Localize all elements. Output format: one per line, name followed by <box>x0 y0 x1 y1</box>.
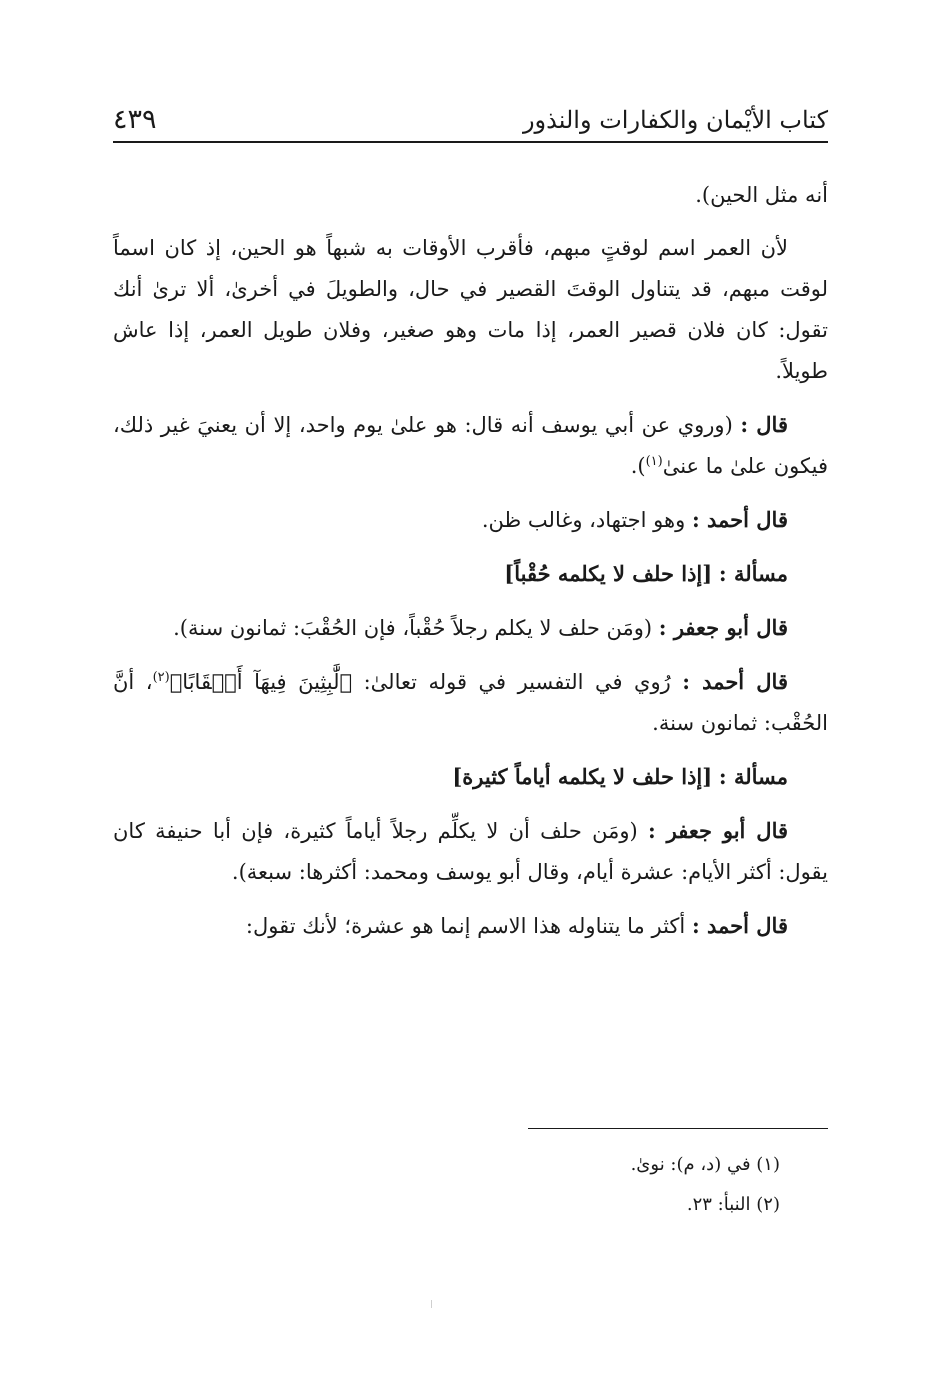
paragraph-5 <box>113 607 828 649</box>
speaker-label: قال : <box>740 412 788 437</box>
paragraph-text: وهو اجتهاد، وغالب ظن. <box>481 508 686 532</box>
paragraph-text: (ومَن حلف أن لا يكلِّم رجلاً أياماً كثيرة، فإن أبا حنيفة كان يقول: أكثر الأيام: عشرة أيام، وقال أبو يوسف ومحمد: أكثرها: سبعة). <box>113 819 828 884</box>
paragraph-text-end: ، أنَّ الحُقْب: ثمانون سنة. <box>113 670 828 735</box>
paragraph-1: أنه مثل الحين). <box>695 183 828 207</box>
masala-label: مسألة : <box>718 561 788 586</box>
running-title: كتاب الأيْمان والكفارات والنذور <box>522 106 828 134</box>
speaker-label: قال أحمد : <box>691 913 788 938</box>
page-number: ٤٣٩ <box>113 104 157 135</box>
paragraph-2: لأن العمر اسم لوقتٍ مبهم، فأقرب الأوقات به شبهاً هو الحين، إذ كان اسماً لوقت مبهم، قد يتناول الوقتَ القصير في حال، والطويلَ في أخرىٰ، ألا ترىٰ أنك تقول: كان فلان قصير العمر، إذا مات وهو صغير، وفلان طويل العمر، إذا عاش طويلاً. <box>113 236 828 383</box>
paragraph-7 <box>113 810 828 893</box>
speaker-label: قال أبو جعفر : <box>647 818 789 843</box>
speaker-label: قال أبو جعفر : <box>658 615 788 640</box>
masala-title: [إذا حلف لا يكلمه حُقْباً] <box>504 561 713 586</box>
masala-label: مسألة : <box>718 764 788 789</box>
header-rule <box>113 141 828 143</box>
speaker-label: قال أحمد : <box>682 669 788 694</box>
footnote-marker: (١) <box>645 454 663 469</box>
masala-heading-2 <box>113 756 828 798</box>
footnote-rule <box>528 1128 828 1129</box>
paragraph-text: (وروي عن أبي يوسف أنه قال: هو علىٰ يوم واحد، إلا أن يعنيَ غير ذلك، فيكون علىٰ ما عنىٰ <box>113 413 828 478</box>
footnote-marker: (٢) <box>152 670 170 685</box>
masala-title: [إذا حلف لا يكلمه أياماً كثيرة] <box>452 764 713 789</box>
footnote-1: (١) في (د، م): نوىٰ. <box>630 1154 780 1175</box>
page-header <box>113 100 828 140</box>
paragraph-text: أكثر ما يتناوله هذا الاسم إنما هو عشرة؛ لأنك تقول: <box>245 914 686 938</box>
paragraph-text-end: ). <box>630 454 646 478</box>
masala-heading-1 <box>113 553 828 595</box>
paragraph-text: رُوي في التفسير في قوله تعالىٰ: ﴿لَّٰبِثِينَ فِيهَآ أَحۡقَابًا﴾ <box>169 670 671 694</box>
paragraph-4 <box>113 499 828 541</box>
footnotes <box>300 1145 780 1225</box>
speaker-label: قال أحمد : <box>691 507 788 532</box>
footnote-2: (٢) النبأ: ٢٣. <box>686 1194 780 1215</box>
paragraph-8 <box>113 905 828 947</box>
main-text <box>113 175 828 959</box>
paragraph-3 <box>113 404 828 487</box>
scan-mark <box>431 1300 432 1308</box>
paragraph-6 <box>113 661 828 744</box>
paragraph-text: (ومَن حلف لا يكلم رجلاً حُقْباً، فإن الحُقْبَ: ثمانون سنة). <box>173 616 653 640</box>
